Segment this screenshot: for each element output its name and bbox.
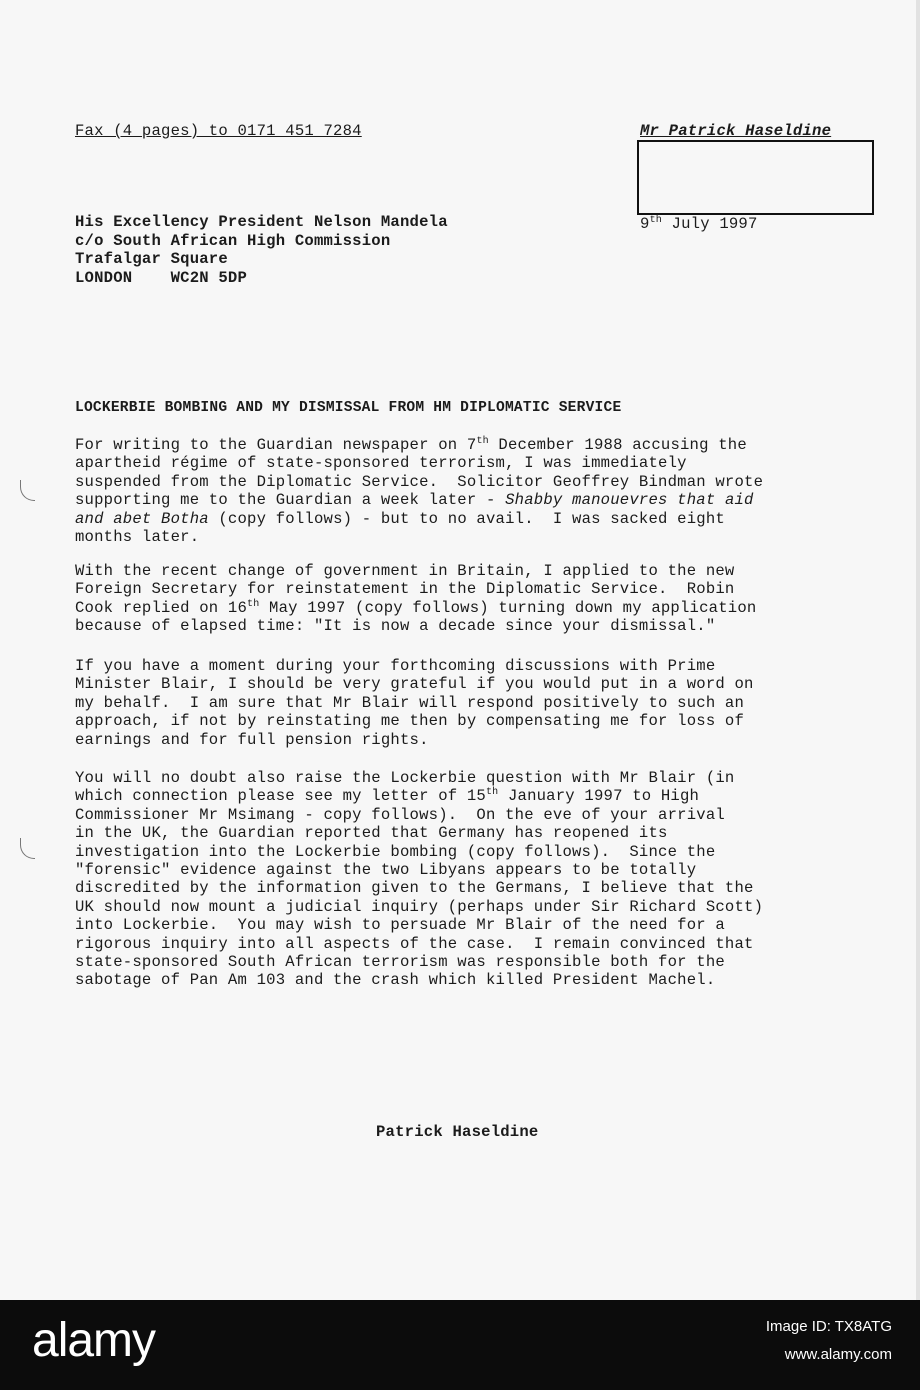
text-line: UK should now mount a judicial inquiry (perhaps under Sir Richard Scott) bbox=[75, 897, 764, 916]
text-line: Foreign Secretary for reinstatement in the Diplomatic Service. Robin bbox=[75, 580, 735, 599]
text-line: approach, if not by reinstating me then by compensating me for loss of bbox=[75, 712, 745, 731]
body-paragraph-4 bbox=[75, 769, 905, 990]
recipient-line: His Excellency President Nelson Mandela bbox=[75, 213, 448, 231]
article-title: Shabby manouevres that aid bbox=[505, 491, 754, 510]
date-day: 9 bbox=[640, 215, 650, 233]
body-paragraph-3 bbox=[75, 657, 905, 749]
punch-hole-mark bbox=[20, 838, 35, 859]
text-line: into Lockerbie. You may wish to persuade Mr Blair of the need for a bbox=[75, 916, 725, 935]
page-edge-shadow bbox=[916, 0, 920, 1300]
text-line: my behalf. I am sure that Mr Blair will respond positively to such an bbox=[75, 693, 745, 712]
signature-name: Patrick Haseldine bbox=[376, 1123, 539, 1141]
text-line: because of elapsed time: "It is now a decade since your dismissal." bbox=[75, 617, 716, 636]
text-line: supporting me to the Guardian a week later - Shabby manouevres that aid bbox=[75, 491, 754, 510]
text-line: "forensic" evidence against the two Libyans appears to be totally bbox=[75, 861, 697, 880]
text-line: state-sponsored South African terrorism was responsible both for the bbox=[75, 953, 725, 972]
text-line: and abet Botha (copy follows) - but to no avail. I was sacked eight bbox=[75, 509, 725, 528]
sender-name: Mr Patrick Haseldine bbox=[640, 122, 832, 140]
subject-heading: LOCKERBIE BOMBING AND MY DISMISSAL FROM HM DIPLOMATIC SERVICE bbox=[75, 400, 622, 416]
punch-hole-mark bbox=[20, 480, 35, 501]
text-line: Commissioner Mr Msimang - copy follows). On the eve of your arrival bbox=[75, 805, 725, 824]
article-title: and abet Botha bbox=[75, 509, 209, 528]
text-line: earnings and for full pension rights. bbox=[75, 730, 429, 749]
body-paragraph-1 bbox=[75, 436, 905, 546]
text-line: suspended from the Diplomatic Service. Solicitor Geoffrey Bindman wrote bbox=[75, 472, 764, 491]
date-suffix: th bbox=[649, 215, 662, 226]
text-line: months later. bbox=[75, 528, 200, 547]
text-line: which connection please see my letter of 15th January 1997 to High bbox=[75, 787, 700, 806]
text-line: If you have a moment during your forthcoming discussions with Prime bbox=[75, 657, 716, 675]
recipient-line: LONDON WC2N 5DP bbox=[75, 268, 248, 287]
text-line: Minister Blair, I should be very grateful if you would put in a word on bbox=[75, 675, 754, 694]
text-line: For writing to the Guardian newspaper on 7th December 1988 accusing the bbox=[75, 436, 747, 454]
text-line: Cook replied on 16th May 1997 (copy follows) turning down my application bbox=[75, 598, 757, 617]
letter-date bbox=[640, 215, 758, 233]
fax-line: Fax (4 pages) to 0171 451 7284 bbox=[75, 122, 362, 140]
text-line: rigorous inquiry into all aspects of the case. I remain convinced that bbox=[75, 934, 754, 953]
date-rest: July 1997 bbox=[661, 215, 758, 233]
text-line: sabotage of Pan Am 103 and the crash which killed President Machel. bbox=[75, 971, 716, 990]
recipient-address bbox=[75, 213, 448, 287]
text-line: You will no doubt also raise the Lockerbie question with Mr Blair (in bbox=[75, 769, 735, 787]
text-line: discredited by the information given to the Germans, I believe that the bbox=[75, 879, 754, 898]
watermark-logo: alamy bbox=[32, 1314, 156, 1367]
recipient-line: Trafalgar Square bbox=[75, 250, 228, 268]
text-line: With the recent change of government in Britain, I applied to the new bbox=[75, 562, 735, 580]
text-line: in the UK, the Guardian reported that Germany has reopened its bbox=[75, 824, 668, 843]
watermark-image-id: Image ID: TX8ATG bbox=[765, 1318, 892, 1335]
redacted-address-box bbox=[637, 140, 874, 215]
recipient-line: c/o South African High Commission bbox=[75, 231, 391, 250]
text-line: investigation into the Lockerbie bombing (copy follows). Since the bbox=[75, 842, 716, 861]
body-paragraph-2 bbox=[75, 562, 905, 636]
watermark-site: www.alamy.com bbox=[784, 1346, 892, 1363]
text-line: apartheid régime of state-sponsored terrorism, I was immediately bbox=[75, 454, 687, 473]
